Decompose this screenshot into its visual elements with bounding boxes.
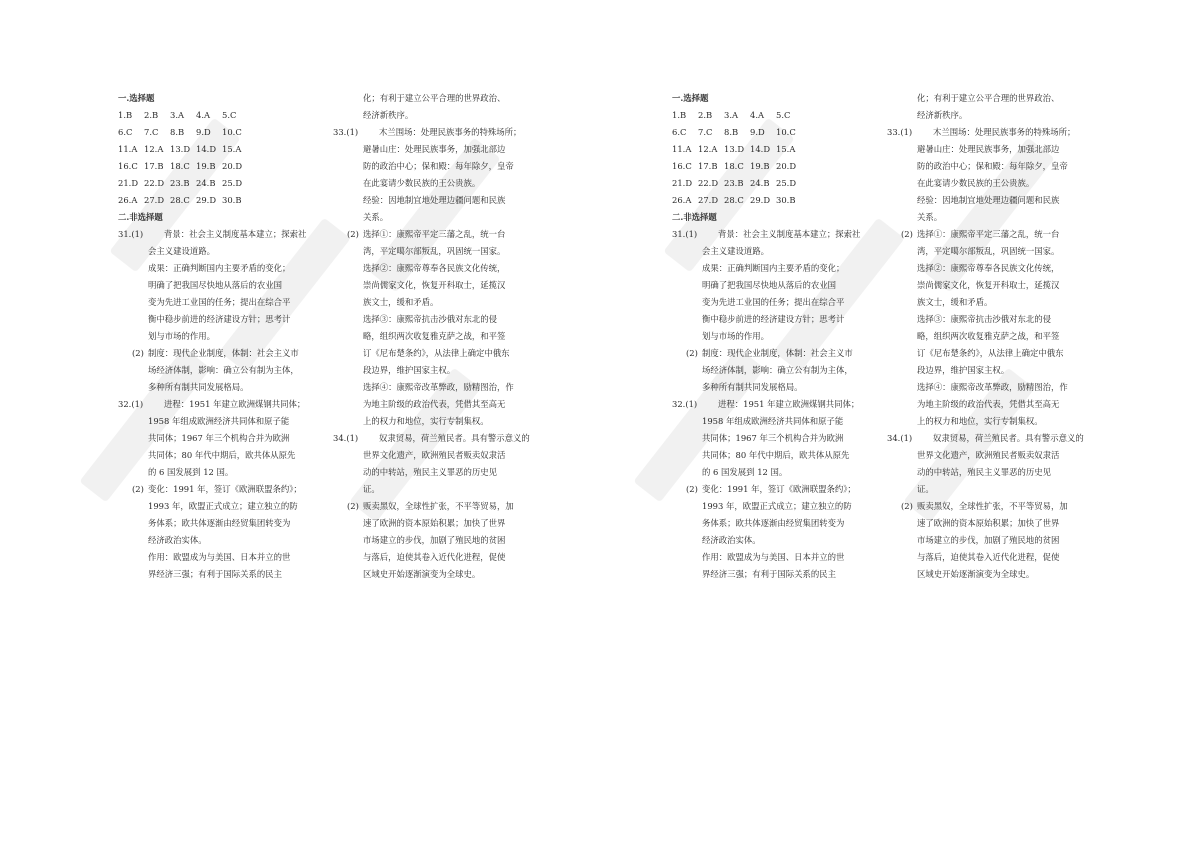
choice-row	[118, 141, 313, 158]
answer-line: 选择①：康熙帝平定三藩之乱，统一台	[917, 229, 1060, 239]
answer-column-2	[887, 90, 1092, 583]
choice-answer: 26.A	[672, 195, 692, 205]
answer-line: 制度：现代企业制度，体制：社会主义市	[148, 348, 299, 358]
sub-question-number: (2)	[132, 484, 144, 494]
answer-line: 作用：欧盟成为与美国、日本并立的世	[148, 552, 291, 562]
section-title-essay: 二.非选择题	[672, 212, 717, 222]
sub-question-number: (2)	[347, 229, 359, 239]
answer-line: 共同体；1967 年三个机构合并为欧洲	[148, 433, 290, 443]
answer-line: 背景：社会主义制度基本建立；探索社	[164, 229, 307, 239]
answer-line: 变为先进工业国的任务；提出在综合平	[148, 297, 291, 307]
choice-answer: 7.C	[698, 127, 713, 137]
answer-line: 木兰围场：处理民族事务的特殊场所；	[933, 127, 1076, 137]
answer-line: 1993 年，欧盟正式成立；建立独立的防	[148, 501, 298, 511]
choice-answer: 4.A	[196, 110, 211, 120]
answer-line: 衡中稳步前进的经济建设方针；思考计	[702, 314, 845, 324]
choice-answer: 18.C	[724, 161, 744, 171]
answer-line: 界经济三强；有利于国际关系的民主	[702, 569, 836, 579]
choice-answer: 15.A	[776, 144, 796, 154]
answer-line: 在此宴请少数民族的王公贵族。	[917, 178, 1035, 188]
answer-line: 1993 年，欧盟正式成立；建立独立的防	[702, 501, 852, 511]
choice-answer: 8.B	[170, 127, 185, 137]
answer-line: 证。	[363, 484, 380, 494]
section-title-essay: 二.非选择题	[118, 212, 163, 222]
answer-line: 崇尚儒家文化，恢复开科取士，延揽汉	[363, 280, 506, 290]
choice-answer: 23.B	[170, 178, 190, 188]
choice-answer: 26.A	[118, 195, 138, 205]
answer-line: 族文士，缓和矛盾。	[363, 297, 439, 307]
answer-line: 经济政治实体。	[702, 535, 761, 545]
choice-row	[672, 141, 867, 158]
choice-row	[672, 175, 867, 192]
choice-row	[672, 158, 867, 175]
answer-line: 选择③：康熙帝抗击沙俄对东北的侵	[363, 314, 497, 324]
choice-row	[118, 124, 313, 141]
answer-line: 动的中转站，殖民主义罪恶的历史见	[917, 467, 1051, 477]
choice-answer: 24.B	[750, 178, 770, 188]
answer-column-2	[333, 90, 538, 583]
answer-line: 衡中稳步前进的经济建设方针；思考计	[148, 314, 291, 324]
answer-column-1	[672, 90, 867, 583]
choice-answer: 1.B	[118, 110, 133, 120]
answer-line: 选择②：康熙帝尊奉各民族文化传统，	[917, 263, 1060, 273]
choice-answer: 21.D	[672, 178, 693, 188]
choice-answer: 5.C	[776, 110, 791, 120]
choice-answer: 28.C	[724, 195, 744, 205]
choice-answer: 14.D	[196, 144, 217, 154]
question-32	[672, 396, 867, 583]
choice-row	[672, 192, 867, 209]
answer-line: 防的政治中心；保和殿：每年除夕，皇帝	[363, 161, 514, 171]
choice-answer: 18.C	[170, 161, 190, 171]
choice-answer: 3.A	[724, 110, 739, 120]
answer-line: 世界文化遗产，欧洲殖民者贩卖奴隶活	[917, 450, 1060, 460]
choice-answer: 9.D	[196, 127, 211, 137]
choice-answer: 23.B	[724, 178, 744, 188]
answer-line: 木兰围场：处理民族事务的特殊场所；	[379, 127, 522, 137]
answer-line: 上的权力和地位，实行专制集权。	[917, 416, 1043, 426]
choice-answer: 29.D	[750, 195, 771, 205]
choice-answer: 7.C	[144, 127, 159, 137]
answer-line: 略，组织两次收复雅克萨之战，和平签	[917, 331, 1060, 341]
answer-line: 避暑山庄：处理民族事务，加强北部边	[917, 144, 1060, 154]
answer-line: 速了欧洲的资本原始积累；加快了世界	[363, 518, 506, 528]
choice-answer: 25.D	[776, 178, 797, 188]
answer-line: 变为先进工业国的任务；提出在综合平	[702, 297, 845, 307]
choice-answer: 9.D	[750, 127, 765, 137]
question-31	[118, 226, 313, 396]
question-number: 34.(1)	[887, 433, 913, 443]
choice-answer: 14.D	[750, 144, 771, 154]
choice-answer: 28.C	[170, 195, 190, 205]
answer-line: 作用：欧盟成为与美国、日本并立的世	[702, 552, 845, 562]
choice-answer: 21.D	[118, 178, 139, 188]
sub-question-number: (2)	[347, 501, 359, 511]
choice-answer: 19.B	[750, 161, 770, 171]
answer-line: 选择③：康熙帝抗击沙俄对东北的侵	[917, 314, 1051, 324]
answer-line: 订《尼布楚条约》，从法律上确定中俄东	[363, 348, 510, 358]
answer-line: 在此宴请少数民族的王公贵族。	[363, 178, 481, 188]
answer-line: 场经济体制，影响：确立公有制为主体，	[148, 365, 299, 375]
answer-line: 市场建立的步伐，加剧了殖民地的贫困	[917, 535, 1060, 545]
choice-answer: 27.D	[698, 195, 719, 205]
sub-question-number: (2)	[132, 348, 144, 358]
answer-line: 湾，平定噶尔部叛乱，巩固统一国家。	[363, 246, 506, 256]
answer-line: 避暑山庄：处理民族事务，加强北部边	[363, 144, 506, 154]
answer-line: 背景：社会主义制度基本建立；探索社	[718, 229, 861, 239]
answer-line: 市场建立的步伐，加剧了殖民地的贫困	[363, 535, 506, 545]
question-number: 33.(1)	[887, 127, 913, 137]
choice-answer: 5.C	[222, 110, 237, 120]
answer-line: 选择①：康熙帝平定三藩之乱，统一台	[363, 229, 506, 239]
answer-line: 崇尚儒家文化，恢复开科取士，延揽汉	[917, 280, 1060, 290]
answer-line: 动的中转站，殖民主义罪恶的历史见	[363, 467, 497, 477]
answer-line: 明确了把我国尽快地从落后的农业国	[148, 280, 282, 290]
answer-line: 明确了把我国尽快地从落后的农业国	[702, 280, 836, 290]
answer-line: 会主义建设道路。	[702, 246, 769, 256]
answer-line: 段边界，维护国家主权。	[363, 365, 456, 375]
answer-line: 选择②：康熙帝尊奉各民族文化传统，	[363, 263, 506, 273]
answer-line: 1958 年组成欧洲经济共同体和原子能	[702, 416, 844, 426]
answer-line: 界经济三强；有利于国际关系的民主	[148, 569, 282, 579]
choice-answer: 30.B	[776, 195, 796, 205]
answer-line: 关系。	[363, 212, 389, 222]
answer-line: 速了欧洲的资本原始积累；加快了世界	[917, 518, 1060, 528]
answer-line: 多种所有制共同发展格局。	[702, 382, 803, 392]
question-number: 33.(1)	[333, 127, 359, 137]
choice-answers	[672, 107, 867, 209]
answer-line: 进程：1951 年建立欧洲煤钢共同体；	[164, 399, 306, 409]
answer-line: 世界文化遗产，欧洲殖民者贩卖奴隶活	[363, 450, 506, 460]
section-title-choice: 一.选择题	[118, 93, 155, 103]
choice-answer: 30.B	[222, 195, 242, 205]
question-33	[887, 124, 1092, 430]
choice-answer: 17.B	[144, 161, 164, 171]
answer-line: 族文士，缓和矛盾。	[917, 297, 993, 307]
choice-row	[672, 124, 867, 141]
choice-row	[118, 175, 313, 192]
question-34	[887, 430, 1092, 583]
choice-answer: 16.C	[672, 161, 692, 171]
section-title-choice: 一.选择题	[672, 93, 709, 103]
question-number: 32.(1)	[672, 399, 698, 409]
answer-line: 划与市场的作用。	[148, 331, 215, 341]
question-number: 31.(1)	[118, 229, 144, 239]
answer-line: 化；有利于建立公平合理的世界政治、	[363, 93, 506, 103]
question-number: 31.(1)	[672, 229, 698, 239]
answer-line: 进程：1951 年建立欧洲煤钢共同体；	[718, 399, 860, 409]
choice-answer: 27.D	[144, 195, 165, 205]
answer-line: 成果：正确判断国内主要矛盾的变化；	[148, 263, 291, 273]
choice-answer: 4.A	[750, 110, 765, 120]
answer-line: 划与市场的作用。	[702, 331, 769, 341]
answer-line: 共同体；80 年代中期后，欧共体从原先	[702, 450, 850, 460]
answer-column-1	[118, 90, 313, 583]
choice-row	[118, 158, 313, 175]
choice-row	[118, 192, 313, 209]
answer-line: 场经济体制，影响：确立公有制为主体，	[702, 365, 853, 375]
sub-question-number: (2)	[686, 348, 698, 358]
choice-answer: 22.D	[698, 178, 719, 188]
question-33	[333, 124, 538, 430]
choice-answer: 15.A	[222, 144, 242, 154]
answer-line: 务体系；欧共体逐渐由经贸集团转变为	[148, 518, 291, 528]
choice-answer: 2.B	[698, 110, 713, 120]
answer-line: 的 6 国发展到 12 国。	[702, 467, 788, 477]
sub-question-number: (2)	[901, 229, 913, 239]
answer-line: 贩卖黑奴，全球性扩张，不平等贸易，加	[363, 501, 514, 511]
choice-answer: 20.D	[776, 161, 797, 171]
answer-line: 上的权力和地位，实行专制集权。	[363, 416, 489, 426]
choice-answer: 12.A	[698, 144, 718, 154]
choice-answer: 8.B	[724, 127, 739, 137]
choice-answer: 10.C	[222, 127, 242, 137]
answer-line: 证。	[917, 484, 934, 494]
answer-line: 关系。	[917, 212, 943, 222]
choice-answer: 11.A	[118, 144, 138, 154]
answer-line: 贩卖黑奴，全球性扩张，不平等贸易，加	[917, 501, 1068, 511]
choice-answer: 29.D	[196, 195, 217, 205]
sub-question-number: (2)	[901, 501, 913, 511]
answer-line: 化；有利于建立公平合理的世界政治、	[917, 93, 1060, 103]
answer-line: 奴隶贸易，荷兰殖民者。具有警示意义的	[379, 433, 530, 443]
choice-answer: 12.A	[144, 144, 164, 154]
choice-answer: 2.B	[144, 110, 159, 120]
choice-row	[672, 107, 867, 124]
question-31	[672, 226, 867, 396]
answer-line: 的 6 国发展到 12 国。	[148, 467, 234, 477]
answer-line: 选择④：康熙帝改革弊政，励精图治，作	[363, 382, 514, 392]
choice-answer: 13.D	[724, 144, 745, 154]
answer-line: 经济政治实体。	[148, 535, 207, 545]
question-34	[333, 430, 538, 583]
answer-line: 选择④：康熙帝改革弊政，励精图治，作	[917, 382, 1068, 392]
answer-line: 会主义建设道路。	[148, 246, 215, 256]
answer-line: 为地主阶级的政治代表，凭借其至高无	[363, 399, 506, 409]
answer-line: 经济新秩序。	[917, 110, 968, 120]
answer-line: 略，组织两次收复雅克萨之战，和平签	[363, 331, 506, 341]
answer-line: 段边界，维护国家主权。	[917, 365, 1010, 375]
answer-line: 区域史开始逐渐演变为全球史。	[917, 569, 1035, 579]
choice-answer: 6.C	[672, 127, 687, 137]
choice-answer: 20.D	[222, 161, 243, 171]
choice-answer: 24.B	[196, 178, 216, 188]
answer-line: 多种所有制共同发展格局。	[148, 382, 249, 392]
choice-answer: 19.B	[196, 161, 216, 171]
answer-line: 务体系；欧共体逐渐由经贸集团转变为	[702, 518, 845, 528]
answer-line: 与落后，迫使其卷入近代化进程，促使	[363, 552, 506, 562]
answer-line: 订《尼布楚条约》，从法律上确定中俄东	[917, 348, 1064, 358]
answer-sheet-left	[118, 90, 538, 579]
answer-line: 成果：正确判断国内主要矛盾的变化；	[702, 263, 845, 273]
answer-line: 共同体；80 年代中期后，欧共体从原先	[148, 450, 296, 460]
answer-line: 共同体；1967 年三个机构合并为欧洲	[702, 433, 844, 443]
choice-answer: 16.C	[118, 161, 138, 171]
answer-line: 制度：现代企业制度，体制：社会主义市	[702, 348, 853, 358]
answer-line: 与落后，迫使其卷入近代化进程，促使	[917, 552, 1060, 562]
question-32	[118, 396, 313, 583]
choice-answer: 25.D	[222, 178, 243, 188]
sub-question-number: (2)	[686, 484, 698, 494]
answer-sheet-right	[672, 90, 1092, 579]
choice-answer: 10.C	[776, 127, 796, 137]
answer-line: 区域史开始逐渐演变为全球史。	[363, 569, 481, 579]
answer-line: 经济新秩序。	[363, 110, 414, 120]
answer-line: 经验：因地制宜地处理边疆问题和民族	[917, 195, 1060, 205]
answer-line: 防的政治中心；保和殿：每年除夕，皇帝	[917, 161, 1068, 171]
choice-row	[118, 107, 313, 124]
choice-answer: 11.A	[672, 144, 692, 154]
choice-answer: 22.D	[144, 178, 165, 188]
choice-answer: 6.C	[118, 127, 133, 137]
answer-line: 为地主阶级的政治代表，凭借其至高无	[917, 399, 1060, 409]
choice-answer: 1.B	[672, 110, 687, 120]
choice-answer: 17.B	[698, 161, 718, 171]
choice-answer: 13.D	[170, 144, 191, 154]
choice-answer: 3.A	[170, 110, 185, 120]
choice-answers	[118, 107, 313, 209]
answer-line: 湾，平定噶尔部叛乱，巩固统一国家。	[917, 246, 1060, 256]
answer-line: 1958 年组成欧洲经济共同体和原子能	[148, 416, 290, 426]
answer-line: 变化：1991 年，签订《欧洲联盟条约》；	[148, 484, 302, 494]
answer-line: 奴隶贸易，荷兰殖民者。具有警示意义的	[933, 433, 1084, 443]
question-number: 34.(1)	[333, 433, 359, 443]
answer-line: 经验：因地制宜地处理边疆问题和民族	[363, 195, 506, 205]
question-number: 32.(1)	[118, 399, 144, 409]
answer-line: 变化：1991 年，签订《欧洲联盟条约》；	[702, 484, 856, 494]
